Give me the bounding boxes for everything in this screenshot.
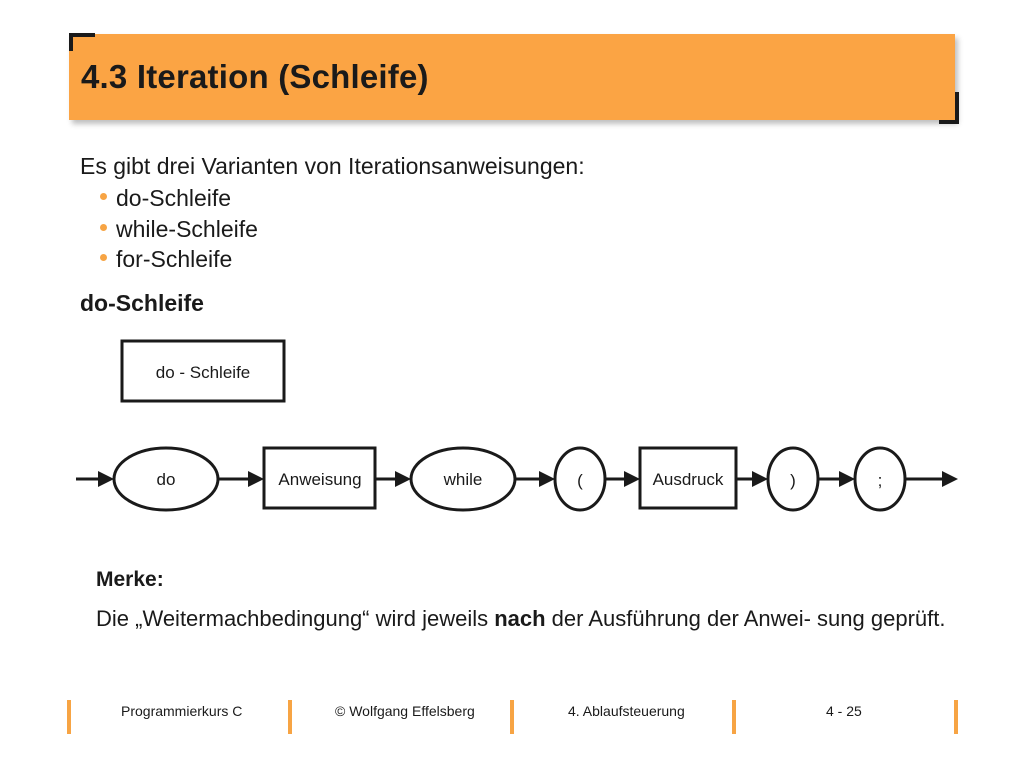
footer-divider — [954, 700, 958, 734]
footer-divider — [288, 700, 292, 734]
section-heading: do-Schleife — [80, 290, 204, 316]
intro-text: Es gibt drei Varianten von Iterationsanweisungen: — [80, 153, 585, 179]
note-text-before: Die „Weitermachbedingung“ wird jeweils — [96, 606, 495, 631]
footer-page-number: 4 - 25 — [826, 703, 862, 719]
node-label: ) — [790, 471, 796, 490]
arrow-icon — [248, 471, 264, 487]
node-label: ( — [577, 471, 583, 490]
slide-title: 4.3 Iteration (Schleife) — [81, 58, 429, 95]
arrow-icon — [839, 471, 855, 487]
footer-divider — [67, 700, 71, 734]
arrow-icon — [624, 471, 640, 487]
footer-chapter: 4. Ablaufsteuerung — [568, 703, 685, 719]
arrow-icon — [752, 471, 768, 487]
footer-course: Programmierkurs C — [121, 703, 243, 719]
footer-divider — [732, 700, 736, 734]
note-text-after: der Ausführung der Anwei- sung geprüft. — [545, 606, 946, 631]
footer-author: © Wolfgang Effelsberg — [335, 703, 475, 719]
node-label: ; — [877, 471, 883, 490]
arrow-icon — [395, 471, 411, 487]
node-label: Ausdruck — [652, 470, 724, 489]
note-title: Merke: — [96, 568, 164, 591]
diagram-name-label: do - Schleife — [155, 363, 251, 382]
arrow-icon — [539, 471, 555, 487]
node-label: Anweisung — [278, 470, 362, 489]
arrow-icon — [942, 471, 958, 487]
arrow-icon — [98, 471, 114, 487]
bullet-label: do-Schleife — [116, 185, 232, 212]
bullet-label: for-Schleife — [116, 246, 233, 273]
bullet-label: while-Schleife — [116, 215, 258, 242]
footer-divider — [510, 700, 514, 734]
node-label: while — [443, 470, 483, 489]
note-text — [96, 604, 946, 634]
node-label: do — [156, 470, 176, 489]
note-text-bold: nach — [494, 606, 546, 631]
